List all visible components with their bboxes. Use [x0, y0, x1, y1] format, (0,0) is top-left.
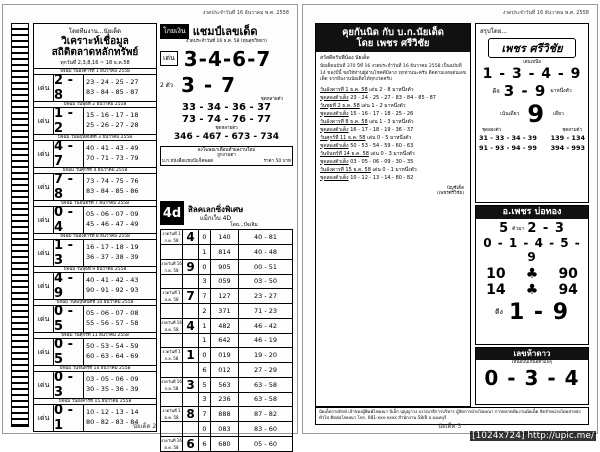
- d4-a: 8: [183, 407, 199, 422]
- analysis-row-nums-2: 80 - 82 - 83 - 84: [86, 418, 139, 426]
- analysis-row-date: ปัจฉิม วันพุธที่ 2 ธันวาคม 2558: [34, 102, 156, 108]
- talk-result-value: เด่น 1 - 3 มาหนึ่งตัว: [369, 118, 414, 125]
- club-icon-2: ♣: [525, 282, 539, 298]
- summary-column: [475, 23, 589, 407]
- analysis-row-nums-1: 05 - 06 - 07 - 08: [86, 309, 139, 317]
- d4-d: 71 - 23: [239, 304, 293, 319]
- analysis-rows: [33, 69, 157, 432]
- analysis-row-date: ปัจฉิม วันอังคารที่ 1 ธันวาคม 2558: [34, 69, 156, 75]
- summary-set-label: ชุดสองตัว: [482, 127, 502, 133]
- d4-row: [161, 392, 293, 407]
- d4-d: 83 - 60: [239, 422, 293, 437]
- champ-section: [160, 23, 293, 225]
- d4-row: [161, 348, 293, 363]
- analysis-row-label: เด่น: [34, 108, 54, 134]
- d4-a: 6: [183, 436, 199, 451]
- d4-table: [160, 229, 293, 452]
- analysis-row-nums-1: 50 - 53 - 54 - 59: [86, 342, 139, 350]
- d4-b: 0: [199, 422, 211, 437]
- ort-n4: 94: [558, 282, 578, 298]
- d4-c: 482: [211, 318, 239, 333]
- d4-row: [161, 245, 293, 260]
- analysis-row-date: ปัจฉิม วันอังคารที่ 15 ธันวาคม 2558: [34, 399, 156, 405]
- ort-row2: 0 - 1 - 4 - 5 - 9: [483, 236, 581, 264]
- ort-n1: 10: [486, 266, 506, 282]
- summary-two-tail: มาหนึ่งตัว: [550, 87, 572, 94]
- d4-logo: 4d: [160, 201, 184, 225]
- d4-row: [161, 422, 293, 437]
- analysis-row-digits: 4 - 7: [54, 141, 84, 167]
- champ-note-3: บ.ก.หนังสือแชมป์แจ็คพอต: [162, 158, 214, 164]
- d4-c: 083: [211, 422, 239, 437]
- d4-a: 3: [183, 377, 199, 392]
- star-box: [475, 347, 589, 405]
- d4-c: 888: [211, 407, 239, 422]
- analysis-row-nums-2: 45 - 46 - 47 - 49: [86, 220, 139, 228]
- champ-three-label: ชุดหลายตัว: [215, 126, 238, 131]
- bottom-note: นัยเด็ดรายปักษ์ เจ้าของผู้พิมพ์โฆษณา ปีเล็ก บุญญาวง บรรณาธิการบริหาร ผู้จัดการฝ่ายโฆษณา การตลาดทีมงานนัยเด็ด จัดจำหน่ายโดยสายส่งทั่วไป ติดต่อโฆษณา โทร. 081-xxx-xxxx สำนักงาน 58/8 ถ.นนทบุรี: [315, 407, 589, 425]
- summary-set-label-2: ชุดสามตัว: [562, 127, 582, 133]
- analysis-row-digits: 7 - 8: [54, 174, 84, 200]
- champ-nums-1: 33 - 34 - 36 - 37: [181, 102, 271, 113]
- d4-date: [161, 274, 183, 289]
- analysis-note: ทุกวันที่ 2,3,8,16 ~ 18 ธ.ค.58: [60, 60, 130, 66]
- analysis-row-nums-2: 25 - 26 - 27 - 28: [86, 121, 139, 129]
- analysis-row-nums-1: 05 - 06 - 07 - 09: [86, 210, 139, 218]
- analysis-row-nums-2: 70 - 71 - 73 - 79: [86, 154, 139, 162]
- d4-a: [183, 333, 199, 348]
- ort-row1a: 5: [499, 221, 510, 236]
- analysis-row-label: เด่น: [34, 141, 54, 167]
- talk-result-label: ชุดสองตัวเต็ง: [320, 94, 349, 101]
- d4-row: [161, 259, 293, 274]
- analysis-row-nums-2: 55 - 56 - 57 - 58: [86, 319, 139, 327]
- analysis-row-nums-1: 16 - 17 - 18 - 19: [86, 243, 139, 251]
- d4-b: 3: [199, 274, 211, 289]
- d4-row: [161, 363, 293, 378]
- d4-c: 814: [211, 245, 239, 260]
- d4-d: 87 - 82: [239, 407, 293, 422]
- summary-box: [475, 23, 589, 203]
- analysis-row: [33, 366, 157, 399]
- d4-c: 140: [211, 230, 239, 245]
- summary-two: 3 - 9: [503, 81, 547, 100]
- analysis-row-date: ปัจฉิม วันศุกร์ที่ 4 ธันวาคม 2558: [34, 168, 156, 174]
- d4-b: 0: [199, 348, 211, 363]
- talk-result-label: วันศุกร์ที่ 11 ธ.ค. 58: [320, 134, 366, 141]
- d4-date: งวดวันที่ 1 ส.ค. 58: [162, 290, 181, 302]
- d4-a: [183, 392, 199, 407]
- analysis-row-digits: 1 - 2: [54, 108, 84, 134]
- d4-date: งวดวันที่ 1 ก.ย. 58: [162, 349, 181, 361]
- d4-a: 4: [183, 230, 199, 245]
- d4-b: 1: [199, 318, 211, 333]
- d4-d: 46 - 42: [239, 318, 293, 333]
- summary-top-label: เด่นเหนือ: [523, 60, 541, 65]
- d4-b: 7: [199, 289, 211, 304]
- analysis-row: [33, 234, 157, 267]
- talk-result-value: เด่น 2 - 8 มาหนึ่งตัว: [369, 86, 414, 93]
- analysis-row-nums-1: 73 - 74 - 75 - 76: [86, 177, 139, 185]
- d4-c: 059: [211, 274, 239, 289]
- champ-note-1: ลงโฆษณาเตือนทำผลงานใหม่: [197, 147, 256, 153]
- talk-result-label: ชุดสองตัวเต็ง: [320, 126, 349, 133]
- d4-d: 19 - 20: [239, 348, 293, 363]
- d4-date: [161, 363, 183, 378]
- d4-b: 0: [199, 259, 211, 274]
- talk-result-label: วันอังคารที่ 15 ธ.ค. 58: [320, 166, 371, 173]
- talk-result-label: วันจันทร์ที่ 14 ธ.ค. 58: [320, 150, 369, 157]
- analysis-table: [33, 23, 157, 432]
- talk-results: [316, 86, 470, 182]
- right-page: [302, 4, 598, 434]
- analysis-row-date: ปัจฉิม วันจันทร์ที่ 7 ธันวาคม 2558: [34, 201, 156, 207]
- d4-d: 00 - 51: [239, 259, 293, 274]
- left-page-footer: นัยเด็ด 2: [133, 423, 157, 430]
- talk-result-value: 23 - 24 - 25 - 27 - 83 - 84 - 85 - 87: [350, 94, 436, 101]
- talk-result-line: [316, 174, 470, 182]
- d4-date: [161, 392, 183, 407]
- d4-a: 1: [183, 348, 199, 363]
- champ-title: แชมป์เลขเด็ด: [192, 25, 258, 38]
- champ-tag: โกยเงิน: [160, 24, 189, 39]
- summary-single: 9: [527, 99, 546, 128]
- d4-d: 23 - 27: [239, 289, 293, 304]
- analysis-row-nums-1: 15 - 16 - 17 - 18: [86, 111, 139, 119]
- summary-set-1b: 139 - 134: [550, 134, 585, 142]
- ort-n3: 14: [486, 282, 506, 298]
- talk-result-line: [316, 134, 470, 142]
- talk-result-line: [316, 126, 470, 134]
- ort-n2: 90: [558, 266, 578, 282]
- talk-result-line: [316, 102, 470, 110]
- ort-tie: 1 - 9: [508, 300, 570, 325]
- analysis-row: [33, 267, 157, 300]
- summary-set-2: 91 - 93 - 94 - 99: [479, 144, 537, 152]
- analysis-row-digits: 2 - 8: [54, 75, 84, 101]
- analysis-row-nums-2: 60 - 63 - 64 - 69: [86, 352, 139, 360]
- d4-row: [161, 436, 293, 451]
- talk-result-label: วันพุธที่ 2 ธ.ค. 58: [320, 102, 360, 109]
- club-icon-1: ♣: [525, 266, 539, 282]
- analysis-row-label: เด่น: [34, 372, 54, 398]
- champ-two-label: 2 ตัว: [160, 81, 173, 89]
- summary-single-tail: เดี่ยว: [553, 110, 564, 117]
- analysis-row: [33, 333, 157, 366]
- talk-result-line: [316, 118, 470, 126]
- talk-result-value: 16 - 17 - 18 - 19 - 36 - 37: [350, 126, 414, 133]
- d4-a: [183, 304, 199, 319]
- d4-a: [183, 245, 199, 260]
- analysis-row-label: เด่น: [34, 174, 54, 200]
- star-val: 0 - 3 - 4: [484, 365, 580, 390]
- talk-title-1: คุยกันนิด กับ บ.ก.นัยเด็ด: [342, 27, 444, 38]
- analysis-row-date: ปัจฉิม วันจันทร์ที่ 14 ธันวาคม 2558: [34, 366, 156, 372]
- d4-d: 40 - 48: [239, 245, 293, 260]
- d4-c: 563: [211, 377, 239, 392]
- champ-lead-label: เด่น: [160, 51, 178, 66]
- analysis-row-date: ปัจฉิม วันอังคารที่ 8 ธันวาคม 2558: [34, 234, 156, 240]
- summary-set-2b: 394 - 993: [550, 144, 585, 152]
- d4-b: 2: [199, 304, 211, 319]
- talk-result-value: 15 - 16 - 17 - 18 - 25 - 26: [350, 110, 414, 117]
- d4-row: [161, 407, 293, 422]
- d4-row: [161, 377, 293, 392]
- ort-box: [475, 205, 589, 345]
- talk-result-label: ชุดสองตัวเต็ง: [320, 110, 349, 117]
- analysis-row-nums-2: 30 - 35 - 36 - 39: [86, 385, 139, 393]
- ort-row1c: 2 - 3: [527, 221, 565, 236]
- d4-d: 27 - 29: [239, 363, 293, 378]
- analysis-row-label: เด่น: [34, 273, 54, 299]
- d4-a: 4: [183, 318, 199, 333]
- summary-set-1: 31 - 33 - 34 - 39: [479, 134, 537, 142]
- d4-date: งวดวันที่ 1 ต.ค. 58: [162, 408, 181, 420]
- talk-result-label: ชุดสองตัวเต็ง: [320, 174, 349, 181]
- champ-note-2: ถูกงามตา: [217, 153, 236, 158]
- d4-row: [161, 333, 293, 348]
- d4-a: 9: [183, 259, 199, 274]
- champ-header: [160, 23, 293, 39]
- d4-b: 1: [199, 333, 211, 348]
- talk-result-value: เด่น 0 - 1 มาหนึ่งตัว: [372, 166, 417, 173]
- d4-c: 012: [211, 363, 239, 378]
- d4-author: โดย...ปัจเจิม: [230, 222, 258, 228]
- d4-date: งวดวันที่ 16 ก.ค. 58: [161, 260, 182, 273]
- champ-lead: 3-4-6-7: [183, 46, 272, 71]
- d4-date: งวดวันที่ 1 ก.ค. 58: [162, 231, 181, 243]
- talk-result-line: [316, 110, 470, 118]
- analysis-title-1: วิเคราะห์เชื่อมูล: [61, 36, 129, 47]
- talk-result-value: 50 - 53 - 54 - 59 - 60 - 63: [350, 142, 414, 149]
- analysis-row: [33, 168, 157, 201]
- d4-date: งวดวันที่ 16 ก.ย. 58: [161, 378, 182, 391]
- analysis-row-label: เด่น: [34, 207, 54, 233]
- d4-b: 1: [199, 245, 211, 260]
- talk-title-2: โดย เพชร ศรีวิชัย: [356, 38, 430, 49]
- analysis-row: [33, 69, 157, 102]
- analysis-row-digits: 0 - 3: [54, 372, 84, 398]
- analysis-row-nums-2: 83 - 84 - 85 - 87: [86, 88, 139, 96]
- talk-result-line: [316, 94, 470, 102]
- analysis-row: [33, 135, 157, 168]
- talk-greeting: สวัสดีครับพี่น้อง นัยเด็ด: [320, 55, 370, 61]
- analysis-row-nums-1: 23 - 24 - 25 - 27: [86, 78, 139, 86]
- d4-d: 63 - 58: [239, 377, 293, 392]
- ort-row1b: ตัวมา: [512, 225, 525, 232]
- analysis-row: [33, 201, 157, 234]
- d4-title: สิลคเลกซิ่งพิเศษ: [188, 205, 244, 214]
- d4-a: 7: [183, 289, 199, 304]
- d4-b: 6: [199, 436, 211, 451]
- d4-d: 46 - 19: [239, 333, 293, 348]
- analysis-row-digits: 4 - 9: [54, 273, 84, 299]
- d4-a: [183, 363, 199, 378]
- champ-sub: งวดประจำวันที่ 16 ธ.ค. 58 (ทุนสุขวิทยา): [186, 39, 267, 44]
- talk-result-line: [316, 166, 470, 174]
- d4-d: 03 - 50: [239, 274, 293, 289]
- champ-nums-2: 73 - 74 - 76 - 77: [181, 114, 271, 125]
- analysis-title-box: [33, 23, 157, 69]
- analysis-row-label: เด่น: [34, 240, 54, 266]
- analysis-row-date: ปัจฉิม วันพฤหัสบดีที่ 10 ธันวาคม 2558: [34, 300, 156, 306]
- analysis-row-nums-1: 03 - 05 - 06 - 09: [86, 375, 139, 383]
- right-page-header: งวดประจำวันที่ 16 ธันวาคม พ.ศ. 2558: [502, 10, 589, 16]
- d4-b: 7: [199, 407, 211, 422]
- d4-date: [161, 333, 183, 348]
- analysis-row-nums-2: 36 - 37 - 38 - 39: [86, 253, 139, 261]
- summary-single-label: เน้นเดี่ยว: [500, 110, 520, 117]
- analysis-title-2: สถิติตลาดหลักทรัพย์: [51, 47, 139, 58]
- d4-c: 019: [211, 348, 239, 363]
- talk-result-line: [316, 158, 470, 166]
- talk-result-label: ชุดสองตัวเต็ง: [320, 142, 349, 149]
- talk-paragraph: นัยเด็ดฉบับที่ 370 ปีที่ 16 งวดประจำวันที่ 16 ธันวาคม 2558 เป็นฉบับที่ 14 ของปีนี้ ขอให้ท่านผู้อ่านโชคดีมีลาภ ทุกท่านนะครับ ติดตามเลขเด่นเลขเด็ด จากทีมงานนัยเด็ดได้ทุกงวดครับ: [320, 64, 466, 82]
- d4-c: 680: [211, 436, 239, 451]
- d4-b: 5: [199, 377, 211, 392]
- talk-result-line: [316, 142, 470, 150]
- talk-result-label: วันอังคารที่ 1 ธ.ค. 58: [320, 86, 368, 93]
- d4-c: 236: [211, 392, 239, 407]
- analysis-row-digits: 0 - 5: [54, 306, 84, 332]
- d4-subtitle: แม็กเว็บ 4D: [200, 215, 232, 222]
- analysis-row-date: ปัจฉิม วันพุธที่ 9 ธันวาคม 2558: [34, 267, 156, 273]
- d4-c: 127: [211, 289, 239, 304]
- analysis-row-label: เด่น: [34, 75, 54, 101]
- d4-b: 3: [199, 392, 211, 407]
- summary-top: 1 - 3 - 4 - 9: [482, 65, 582, 82]
- analysis-row-digits: 0 - 1: [54, 405, 84, 431]
- d4-c: 642: [211, 333, 239, 348]
- champ-three: 346 - 467 - 673 - 734: [173, 131, 280, 142]
- d4-d: 05 - 60: [239, 436, 293, 451]
- d4-date: งวดวันที่ 16 ต.ค. 58: [161, 437, 182, 450]
- d4-row: [161, 318, 293, 333]
- analysis-row-nums-2: 90 - 91 - 92 - 93: [86, 286, 139, 294]
- talk-result-value: เด่น 1 - 2 มาหนึ่งตัว: [361, 102, 406, 109]
- d4-row: [161, 230, 293, 245]
- analysis-row-digits: 0 - 4: [54, 207, 84, 233]
- left-page: [2, 4, 298, 451]
- d4-b: 0: [199, 230, 211, 245]
- analysis-row-date: ปัจฉิม วันศุกร์ที่ 11 ธันวาคม 2558: [34, 333, 156, 339]
- analysis-row-label: เด่น: [34, 306, 54, 332]
- talk-result-value: เด่น 0 - 5 มาหนึ่งตัว: [367, 134, 412, 141]
- summary-title-2: เพชร ศรีวิชัย: [488, 38, 576, 58]
- analysis-row-nums-2: 83 - 84 - 85 - 86: [86, 187, 139, 195]
- analysis-row-nums-1: 40 - 41 - 43 - 49: [86, 144, 139, 152]
- star-title: เลขห้าดาว: [476, 348, 588, 360]
- analysis-row-date: ปัจฉิม วันพฤหัสบดีที่ 3 ธันวาคม 2558: [34, 135, 156, 141]
- analysis-row-digits: 1 - 3: [54, 240, 84, 266]
- talk-result-line: [316, 150, 470, 158]
- d4-date: [161, 422, 183, 437]
- star-sub: เหนือบนเหนือตัวแน่ๆ: [511, 360, 553, 365]
- d4-date: งวดวันที่ 16 ส.ค. 58: [161, 319, 182, 332]
- d4-d: 63 - 58: [239, 392, 293, 407]
- ort-title: อ.เพชร บ่อทอง: [476, 206, 588, 219]
- d4-row: [161, 304, 293, 319]
- d4-c: 371: [211, 304, 239, 319]
- champ-price: ราคา 50 บาท: [263, 158, 291, 164]
- talk-result-label: ชุดสองตัวเต็ง: [320, 158, 349, 165]
- d4-a: [183, 422, 199, 437]
- left-page-header: งวดประจำวันที่ 16 ธันวาคม พ.ศ. 2558: [202, 10, 289, 16]
- analysis-row: [33, 102, 157, 135]
- talk-sign-2: (เพชรศรีวิชัย): [437, 191, 464, 196]
- talk-result-value: 03 - 05 - 06 - 09 - 30 - 35: [350, 158, 414, 165]
- d4-date: [161, 304, 183, 319]
- talk-section: [315, 23, 471, 407]
- right-page-footer: นัยเด็ด 3: [438, 423, 462, 430]
- talk-result-value: เด่น 0 - 3 มาหนึ่งตัว: [370, 150, 415, 157]
- d4-row: [161, 289, 293, 304]
- analysis-row-label: เด่น: [34, 339, 54, 365]
- champ-two: 3 - 7: [181, 72, 237, 97]
- analysis-row-nums-1: 10 - 12 - 13 - 14: [86, 408, 139, 416]
- analysis-row-digits: 0 - 5: [54, 339, 84, 365]
- talk-result-line: [316, 86, 470, 94]
- analysis-row-nums-1: 40 - 41 - 42 - 43: [86, 276, 139, 284]
- analysis-row-label: เด่น: [34, 405, 54, 431]
- d4-a: [183, 274, 199, 289]
- talk-result-label: วันอังคารที่ 8 ธ.ค. 58: [320, 118, 368, 125]
- talk-result-value: 10 - 12 - 13 - 14 - 80 - 82: [350, 174, 414, 181]
- analysis-row: [33, 300, 157, 333]
- d4-row: [161, 274, 293, 289]
- analysis-byline: โดยทีมงาน...นัยเด็ด: [68, 28, 122, 35]
- decorative-strip: [11, 23, 29, 427]
- watermark: [1024x724] http://upic.me/: [472, 431, 594, 441]
- d4-b: 6: [199, 363, 211, 378]
- summary-title-1: สรุปโดย...: [480, 28, 508, 35]
- champ-nums-label: ชุดหลายตัว: [260, 96, 283, 102]
- summary-two-label: ตีจ: [492, 87, 500, 95]
- talk-sign-1: บัญชีเด็ด: [446, 185, 464, 191]
- ort-tie-label: ตีง: [494, 308, 503, 316]
- d4-d: 40 - 81: [239, 230, 293, 245]
- d4-section: [160, 201, 293, 451]
- d4-c: 905: [211, 259, 239, 274]
- d4-date: [161, 245, 183, 260]
